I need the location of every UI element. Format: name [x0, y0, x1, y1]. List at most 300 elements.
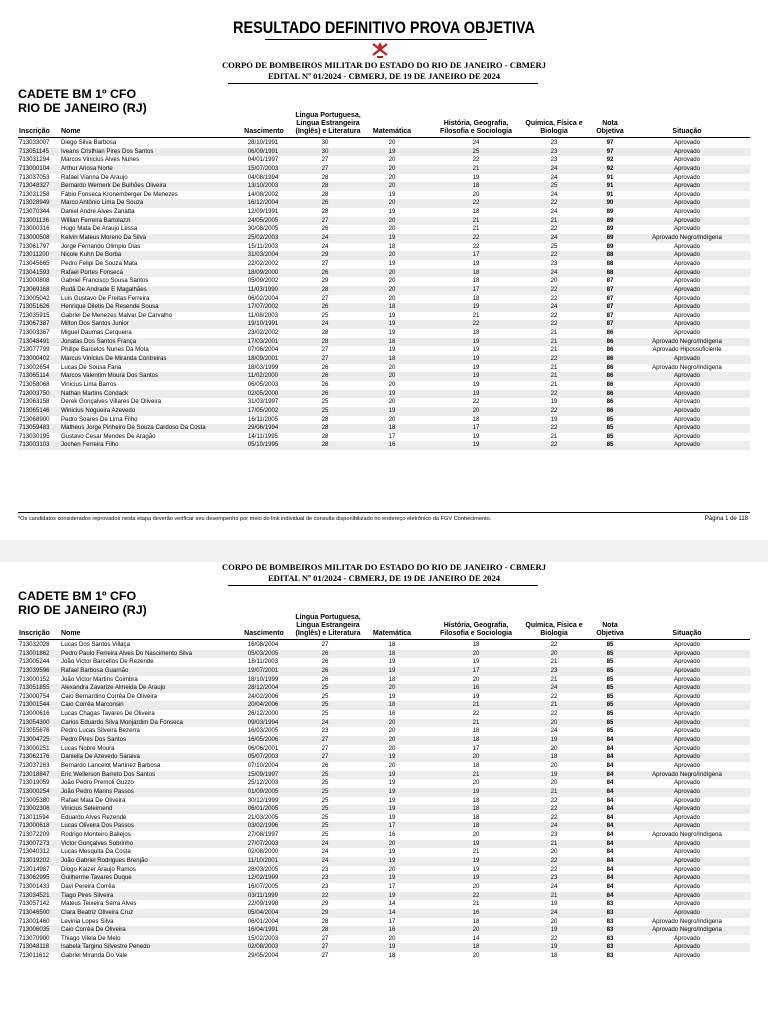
- cell-matematica: 18: [388, 649, 396, 657]
- cell-matematica: 20: [388, 156, 396, 164]
- results-page-2: [0, 562, 768, 1024]
- cell-lingua: 28: [321, 182, 329, 190]
- cell-matematica: 19: [388, 329, 396, 337]
- cell-quimica: 22: [550, 857, 558, 865]
- cell-quimica: 24: [550, 173, 558, 181]
- cell-historia: 22: [472, 199, 480, 207]
- cell-historia: 21: [472, 216, 480, 224]
- cell-quimica: 21: [550, 346, 558, 354]
- cell-historia: 19: [472, 259, 480, 267]
- cell-nota: 91: [606, 190, 614, 198]
- cell-matematica: 19: [388, 666, 396, 674]
- cell-matematica: 19: [388, 406, 396, 414]
- cell-quimica: 21: [550, 329, 558, 337]
- cell-historia: 18: [472, 796, 480, 804]
- cell-situacao: Aprovado Negro/Indígena: [652, 234, 722, 242]
- cell-situacao: Aprovado: [673, 259, 701, 267]
- cell-historia: 18: [472, 268, 480, 276]
- cell-nome: Levinia Lopes Silva: [61, 917, 114, 925]
- cell-situacao: Aprovado: [673, 666, 701, 674]
- org-underline: [228, 585, 538, 586]
- cell-inscricao: 713062995: [19, 874, 50, 882]
- table-row: [18, 390, 750, 399]
- cell-inscricao: 713054300: [19, 718, 50, 726]
- cell-nota: 83: [606, 908, 614, 916]
- cell-matematica: 18: [388, 242, 396, 250]
- cell-nascimento: 05/09/2002: [247, 277, 279, 285]
- cell-inscricao: 713000508: [19, 234, 50, 242]
- table-row: [18, 831, 750, 840]
- cell-matematica: 20: [388, 216, 396, 224]
- cell-nota: 84: [606, 891, 614, 899]
- cell-matematica: 20: [388, 277, 396, 285]
- cell-quimica: 18: [550, 753, 558, 761]
- cell-lingua: 24: [321, 839, 329, 847]
- cell-inscricao: 713004725: [19, 736, 50, 744]
- cell-matematica: 19: [388, 753, 396, 761]
- table-row: [18, 424, 750, 433]
- cell-lingua: 25: [321, 779, 329, 787]
- results-table-page-1: [18, 139, 750, 450]
- cell-nascimento: 19/10/1991: [247, 320, 279, 328]
- cell-quimica: 20: [550, 917, 558, 925]
- table-row: [18, 805, 750, 814]
- cell-nascimento: 12/02/1999: [247, 874, 279, 882]
- cell-historia: 19: [472, 173, 480, 181]
- cell-situacao: Aprovado: [673, 839, 701, 847]
- cell-lingua: 25: [321, 684, 329, 692]
- cell-quimica: 24: [550, 303, 558, 311]
- table-row: [18, 822, 750, 831]
- cell-nascimento: 22/02/2002: [247, 259, 279, 267]
- cell-lingua: 26: [321, 675, 329, 683]
- cell-lingua: 30: [321, 147, 329, 155]
- cell-lingua: 27: [321, 156, 329, 164]
- cell-lingua: 23: [321, 874, 329, 882]
- table-row: [18, 295, 750, 304]
- cell-matematica: 14: [388, 900, 396, 908]
- cell-matematica: 19: [388, 311, 396, 319]
- cell-situacao: Aprovado: [673, 891, 701, 899]
- cell-nome: Eric Wellerson Barreto Dos Santos: [61, 770, 156, 778]
- cell-nascimento: 20/04/2006: [247, 701, 279, 709]
- cell-nota: 86: [606, 406, 614, 414]
- cell-historia: 19: [472, 337, 480, 345]
- cell-nota: 84: [606, 787, 614, 795]
- cell-situacao: Aprovado Negro/Indígena: [652, 917, 722, 925]
- cell-matematica: 19: [388, 796, 396, 804]
- cell-nota: 84: [606, 857, 614, 865]
- header-rule: [18, 639, 750, 640]
- cell-lingua: 29: [321, 908, 329, 916]
- table-row: [18, 883, 750, 892]
- cell-historia: 18: [472, 736, 480, 744]
- cell-inscricao: 713002306: [19, 805, 50, 813]
- cell-lingua: 27: [321, 294, 329, 302]
- cell-historia: 21: [472, 770, 480, 778]
- cell-inscricao: 713065114: [19, 372, 50, 380]
- cell-matematica: 18: [388, 675, 396, 683]
- cell-situacao: Aprovado: [673, 415, 701, 423]
- cell-situacao: Aprovado: [673, 787, 701, 795]
- header-matematica: Matemática: [372, 630, 412, 637]
- cell-lingua: 25: [321, 805, 329, 813]
- cell-historia: 19: [472, 355, 480, 363]
- cell-inscricao: 713028949: [19, 199, 50, 207]
- cell-nota: 84: [606, 770, 614, 778]
- cell-historia: 16: [472, 684, 480, 692]
- cell-inscricao: 713011594: [19, 813, 50, 821]
- cell-historia: 20: [472, 952, 480, 960]
- table-row: [18, 788, 750, 797]
- cell-nascimento: 05/04/2004: [247, 908, 279, 916]
- cell-inscricao: 713037053: [19, 173, 50, 181]
- cell-historia: 19: [472, 865, 480, 873]
- cell-lingua: 25: [321, 770, 329, 778]
- cell-lingua: 26: [321, 199, 329, 207]
- cell-nome: Philipe Barcelos Nunes Da Mota: [61, 346, 149, 354]
- table-row: [18, 174, 750, 183]
- cell-quimica: 22: [550, 294, 558, 302]
- footnote: *Os candidatos considerados reprovados nesta etapa deverão verificar seu desempenho por meio do link individual de consulta disponibilizado no endereço eletrônico da FGV Conhecimento.: [18, 516, 492, 522]
- cell-nascimento: 16/04/1991: [247, 926, 279, 934]
- cell-nota: 97: [606, 139, 614, 146]
- cell-nascimento: 17/03/2001: [247, 337, 279, 345]
- table-row: [18, 312, 750, 321]
- cell-quimica: 20: [550, 848, 558, 856]
- cell-nome: Diego Silva Barbosa: [61, 139, 117, 146]
- cell-nota: 89: [606, 216, 614, 224]
- cell-historia: 18: [472, 813, 480, 821]
- cell-matematica: 20: [388, 865, 396, 873]
- cell-matematica: 19: [388, 874, 396, 882]
- table-row: [18, 909, 750, 918]
- cell-nome: Arthur Ariosa Norte: [61, 164, 113, 172]
- cell-historia: 19: [472, 372, 480, 380]
- table-row: [18, 943, 750, 952]
- cell-quimica: 24: [550, 190, 558, 198]
- table-row: [18, 441, 750, 450]
- localidade-title: RIO DE JANEIRO (RJ): [18, 101, 147, 115]
- cell-matematica: 20: [388, 182, 396, 190]
- cell-nome: Pedro Lucas Silveira Bezerra: [61, 727, 140, 735]
- cell-nome: Clara Beatriz Oliveira Cruz: [61, 908, 134, 916]
- cell-inscricao: 713006035: [19, 926, 50, 934]
- cell-historia: 19: [472, 303, 480, 311]
- cell-lingua: 27: [321, 346, 329, 354]
- cell-nota: 84: [606, 882, 614, 890]
- cell-matematica: 19: [388, 692, 396, 700]
- cell-inscricao: 713059483: [19, 424, 50, 432]
- cell-nome: Derek Gonçalves Villares De Oliveira: [61, 398, 162, 406]
- cell-inscricao: 713001544: [19, 701, 50, 709]
- table-row: [18, 320, 750, 329]
- cell-historia: 19: [472, 346, 480, 354]
- cell-situacao: Aprovado: [673, 216, 701, 224]
- cell-nome: João Pedro Marins Passos: [61, 787, 134, 795]
- cell-quimica: 21: [550, 675, 558, 683]
- cell-situacao: Aprovado: [673, 692, 701, 700]
- table-row: [18, 900, 750, 909]
- cell-nascimento: 23/02/2002: [247, 329, 279, 337]
- cell-nascimento: 24/05/2005: [247, 216, 279, 224]
- cell-historia: 20: [472, 675, 480, 683]
- cell-nome: Gabriel Miranda Do Vale: [61, 952, 128, 960]
- cell-quimica: 23: [550, 139, 558, 146]
- cell-nota: 85: [606, 701, 614, 709]
- cell-nascimento: 16/12/2004: [247, 199, 279, 207]
- cell-nota: 85: [606, 424, 614, 432]
- cell-quimica: 22: [550, 692, 558, 700]
- cell-inscricao: 713051626: [19, 303, 50, 311]
- table-row: [18, 277, 750, 286]
- table-row: [18, 269, 750, 278]
- cell-matematica: 19: [388, 813, 396, 821]
- cell-nota: 85: [606, 718, 614, 726]
- cell-situacao: Aprovado: [673, 813, 701, 821]
- cell-lingua: 27: [321, 259, 329, 267]
- cell-situacao: Aprovado: [673, 380, 701, 388]
- cell-inscricao: 713031294: [19, 156, 50, 164]
- cell-lingua: 26: [321, 380, 329, 388]
- cell-nome: Luis Gustavo De Freitas Ferreira: [61, 294, 150, 302]
- cell-nome: Marcos Vinicius Alves Nunes: [61, 156, 140, 164]
- cell-nota: 89: [606, 208, 614, 216]
- cell-nota: 85: [606, 666, 614, 674]
- cell-historia: 24: [472, 139, 480, 146]
- cell-nome: Alexandra Zavarize Almeida De Araujo: [61, 684, 166, 692]
- cell-quimica: 19: [550, 926, 558, 934]
- table-row: [18, 641, 750, 650]
- cell-nascimento: 04/01/1997: [247, 156, 279, 164]
- cell-historia: 19: [472, 839, 480, 847]
- cell-inscricao: 713001862: [19, 649, 50, 657]
- cell-historia: 21: [472, 718, 480, 726]
- cell-nota: 84: [606, 831, 614, 839]
- cell-quimica: 20: [550, 779, 558, 787]
- cell-nota: 86: [606, 337, 614, 345]
- cell-nome: Matheus Jorge Pinheiro De Souza Cardoso Da Costa: [61, 424, 206, 432]
- cell-lingua: 27: [321, 952, 329, 960]
- cell-matematica: 20: [388, 736, 396, 744]
- cell-matematica: 19: [388, 805, 396, 813]
- table-row: [18, 701, 750, 710]
- cell-situacao: Aprovado: [673, 311, 701, 319]
- cell-matematica: 17: [388, 882, 396, 890]
- cell-historia: 19: [472, 432, 480, 440]
- cell-lingua: 27: [321, 216, 329, 224]
- cell-situacao: Aprovado: [673, 294, 701, 302]
- cell-situacao: Aprovado: [673, 908, 701, 916]
- org-name: CORPO DE BOMBEIROS MILITAR DO ESTADO DO RIO DE JANEIRO - CBMERJ: [221, 562, 547, 572]
- cell-nome: Gabriel De Menezes Malvar De Carvalho: [61, 311, 173, 319]
- cell-historia: 18: [472, 415, 480, 423]
- cell-matematica: 20: [388, 268, 396, 276]
- cell-nascimento: 06/09/1991: [247, 147, 279, 155]
- table-row: [18, 727, 750, 736]
- cell-nome: Nathan Martins Condack: [61, 389, 129, 397]
- cell-nota: 86: [606, 346, 614, 354]
- cell-nascimento: 28/10/1991: [247, 139, 279, 146]
- cell-inscricao: 713000618: [19, 822, 50, 830]
- cell-quimica: 22: [550, 199, 558, 207]
- cell-nota: 85: [606, 649, 614, 657]
- cell-nascimento: 11/02/2000: [247, 372, 279, 380]
- cell-nota: 86: [606, 372, 614, 380]
- table-row: [18, 693, 750, 702]
- cell-nome: Pedro Felipi De Souza Mata: [61, 259, 138, 267]
- cell-historia: 22: [472, 710, 480, 718]
- cell-nome: João Pedro Premoli Guzzo: [61, 779, 134, 787]
- cell-inscricao: 713041593: [19, 268, 50, 276]
- cell-nota: 88: [606, 259, 614, 267]
- cell-inscricao: 713031258: [19, 190, 50, 198]
- cell-lingua: 22: [321, 891, 329, 899]
- cell-nascimento: 27/08/1997: [247, 831, 279, 839]
- cell-nascimento: 01/09/2005: [247, 787, 279, 795]
- cell-lingua: 28: [321, 173, 329, 181]
- cell-situacao: Aprovado: [673, 684, 701, 692]
- cell-quimica: 23: [550, 147, 558, 155]
- cell-inscricao: 713048118: [19, 943, 50, 951]
- cell-historia: 18: [472, 277, 480, 285]
- cell-nascimento: 06/01/2005: [247, 805, 279, 813]
- cell-lingua: 26: [321, 389, 329, 397]
- cell-lingua: 25: [321, 701, 329, 709]
- header-nota: Nota Objetiva: [596, 622, 624, 637]
- cell-situacao: Aprovado: [673, 934, 701, 942]
- cell-matematica: 19: [388, 891, 396, 899]
- cell-nota: 83: [606, 917, 614, 925]
- cell-inscricao: 713061797: [19, 242, 50, 250]
- cell-nascimento: 21/03/2005: [247, 813, 279, 821]
- cell-nota: 90: [606, 199, 614, 207]
- cell-lingua: 24: [321, 718, 329, 726]
- cell-lingua: 28: [321, 285, 329, 293]
- cell-lingua: 24: [321, 234, 329, 242]
- cell-nome: Rafael Vianna De Araujo: [61, 173, 128, 181]
- cell-nascimento: 22/09/1998: [247, 900, 279, 908]
- table-row: [18, 225, 750, 234]
- header-quimica: Química, Física e Biologia: [525, 120, 583, 135]
- cell-matematica: 18: [388, 424, 396, 432]
- cell-quimica: 20: [550, 277, 558, 285]
- cell-historia: 18: [472, 641, 480, 648]
- cell-nascimento: 30/12/1999: [247, 796, 279, 804]
- org-name: CORPO DE BOMBEIROS MILITAR DO ESTADO DO RIO DE JANEIRO - CBMERJ: [221, 60, 547, 70]
- header-matematica: Matemática: [372, 128, 412, 135]
- cell-nome: Henrique Diletis De Resende Sousa: [61, 303, 159, 311]
- cell-nota: 83: [606, 900, 614, 908]
- header-lingua: Lingua Portuguesa, Lingua Estrangeira (Inglês) e Literatura: [295, 614, 361, 637]
- cell-inscricao: 713000152: [19, 675, 50, 683]
- cell-inscricao: 713065146: [19, 406, 50, 414]
- cell-situacao: Aprovado: [673, 424, 701, 432]
- cell-nota: 84: [606, 865, 614, 873]
- cell-nome: Winicius Nogueira Azevedo: [61, 406, 136, 414]
- cell-quimica: 19: [550, 736, 558, 744]
- cell-nome: Thiago Vilela De Melo: [61, 934, 121, 942]
- cell-situacao: Aprovado: [673, 251, 701, 259]
- cell-historia: 20: [472, 649, 480, 657]
- cell-inscricao: 713040312: [19, 848, 50, 856]
- cell-situacao: Aprovado: [673, 796, 701, 804]
- cell-nota: 84: [606, 813, 614, 821]
- cell-lingua: 26: [321, 666, 329, 674]
- cell-nome: Lucas Chagas Tavares De Oliveira: [61, 710, 155, 718]
- cell-nome: Rudã De Andrade E Magalhães: [61, 285, 147, 293]
- cell-situacao: Aprovado: [673, 718, 701, 726]
- cell-nota: 84: [606, 874, 614, 882]
- table-row: [18, 234, 750, 243]
- cell-nascimento: 06/02/2004: [247, 294, 279, 302]
- cell-matematica: 17: [388, 917, 396, 925]
- cell-lingua: 26: [321, 225, 329, 233]
- cell-inscricao: 713003750: [19, 389, 50, 397]
- cell-lingua: 24: [321, 857, 329, 865]
- cell-situacao: Aprovado: [673, 441, 701, 449]
- cell-nome: Iveans Cristhian Pires Dos Santos: [61, 147, 154, 155]
- cell-matematica: 20: [388, 744, 396, 752]
- cell-nome: Pedro Soares De Lima Filho: [61, 415, 138, 423]
- cell-quimica: 24: [550, 727, 558, 735]
- cell-nome: Daniel André Alves Zanatta: [61, 208, 135, 216]
- table-row: [18, 372, 750, 381]
- cell-situacao: Aprovado: [673, 164, 701, 172]
- table-row: [18, 762, 750, 771]
- cell-matematica: 18: [388, 337, 396, 345]
- cell-lingua: 28: [321, 917, 329, 925]
- cell-situacao: Aprovado: [673, 943, 701, 951]
- table-row: [18, 182, 750, 191]
- cell-situacao: Aprovado: [673, 848, 701, 856]
- cell-historia: 21: [472, 311, 480, 319]
- cell-quimica: 24: [550, 208, 558, 216]
- page-number: Página 1 de 118: [704, 516, 748, 522]
- table-row: [18, 779, 750, 788]
- cell-nome: Marcos Valentim Moura Dos Santos: [61, 372, 159, 380]
- cell-quimica: 22: [550, 251, 558, 259]
- cell-situacao: Aprovado: [673, 355, 701, 363]
- table-row: [18, 217, 750, 226]
- cell-quimica: 19: [550, 943, 558, 951]
- cell-matematica: 19: [388, 190, 396, 198]
- cell-situacao: Aprovado: [673, 658, 701, 666]
- cell-quimica: 23: [550, 874, 558, 882]
- table-row: [18, 710, 750, 719]
- cell-inscricao: 713046500: [19, 908, 50, 916]
- cell-nascimento: 16/03/2005: [247, 727, 279, 735]
- cell-nascimento: 28/03/2005: [247, 865, 279, 873]
- cell-matematica: 20: [388, 251, 396, 259]
- cell-matematica: 20: [388, 718, 396, 726]
- cell-lingua: 28: [321, 415, 329, 423]
- cell-historia: 25: [472, 147, 480, 155]
- cell-nascimento: 06/01/2004: [247, 917, 279, 925]
- table-row: [18, 736, 750, 745]
- cell-historia: 17: [472, 744, 480, 752]
- table-row: [18, 260, 750, 269]
- cell-matematica: 14: [388, 908, 396, 916]
- title-underline: [265, 39, 487, 40]
- cell-matematica: 20: [388, 199, 396, 207]
- cell-quimica: 21: [550, 363, 558, 371]
- document-title: RESULTADO DEFINITIVO PROVA OBJETIVA: [233, 18, 535, 37]
- cell-lingua: 28: [321, 329, 329, 337]
- cell-nascimento: 26/12/2000: [247, 710, 279, 718]
- cell-nascimento: 31/03/2004: [247, 251, 279, 259]
- cell-quimica: 24: [550, 268, 558, 276]
